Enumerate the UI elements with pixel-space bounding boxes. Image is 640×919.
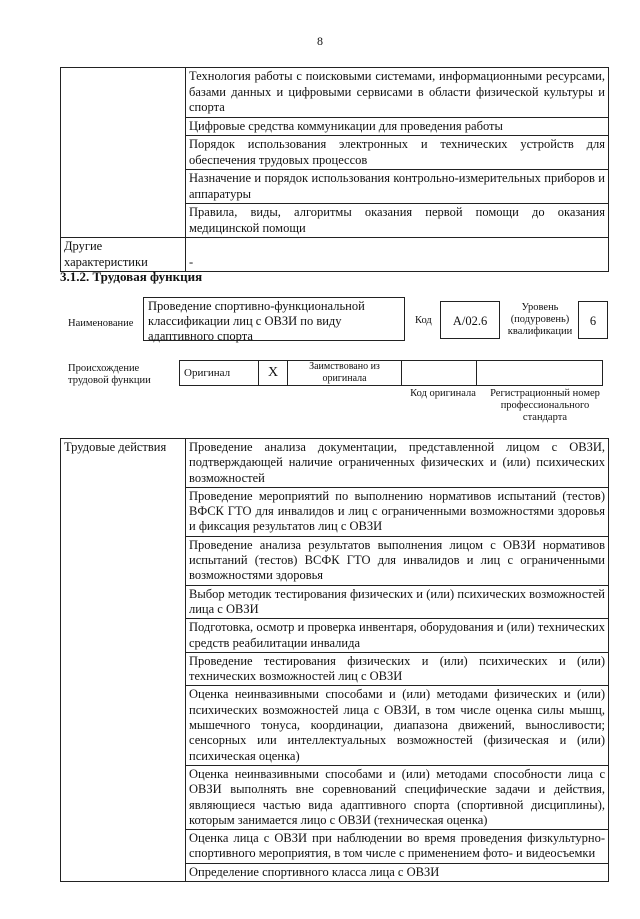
function-header (62, 297, 622, 347)
knowledge-row: Порядок использования электронных и технических устройств для обеспечения трудовых процессов (186, 136, 609, 170)
labor-action-row: Выбор методик тестирования физических и (или) психических возможностей лица с ОВЗИ (186, 585, 609, 619)
labor-action-row: Оценка неинвазивными способами и (или) методами способности лица с ОВЗИ выполнять вне соревнований специфические задачи и действия, являющиеся частью вида адаптивного спорта (спортивной дисциплины), которым занимается лицо с ОВЗИ (техническая оценка) (186, 765, 609, 829)
name-label: Наименование (68, 318, 134, 329)
labor-action-row: Определение спортивного класса лица с ОВЗИ (186, 863, 609, 881)
code-original-label: Код оригинала (410, 388, 476, 399)
reg-number-label: Регистрационный номер профессионального стандарта (490, 388, 600, 423)
level-label: Уровень (подуровень) квалификации (507, 302, 573, 337)
labor-action-row: Проведение анализа результатов выполнения лицом с ОВЗИ нормативов испытаний (тестов) ВСФК ГТО для инвалидов и лиц с ограниченными возможностями здоровья (186, 536, 609, 585)
code-original-cell (402, 361, 477, 386)
knowledge-table (60, 67, 609, 272)
labor-action-row: Оценка лица с ОВЗИ при наблюдении во время проведения физкультурно-спортивного мероприятия, в том числе с применением фото- и видеосъемки (186, 830, 609, 864)
labor-action-row: Проведение анализа документации, представленной лицом с ОВЗИ, подтверждающей наличие ограниченных физических и (или) психических возможностей (186, 439, 609, 488)
page-number: 8 (317, 34, 323, 48)
name-value: Проведение спортивно-функциональной классификации лиц с ОВЗИ по виду адаптивного спорта (143, 297, 405, 341)
other-characteristics-label: Другие характеристики (61, 238, 186, 272)
labor-actions-table (60, 438, 609, 882)
code-label: Код (415, 315, 432, 326)
borrowed-label: Заимствовано из оригинала (288, 361, 402, 386)
other-characteristics-value: - (186, 238, 609, 272)
knowledge-row: Правила, виды, алгоритмы оказания первой помощи до оказания медицинской помощи (186, 204, 609, 238)
knowledge-row: Технология работы с поисковыми системами, информационными ресурсами, базами данных и цифровыми сервисами в области физической культуры и спорта (186, 68, 609, 118)
labor-actions-label: Трудовые действия (61, 439, 186, 882)
knowledge-row: Назначение и порядок использования контрольно-измерительных приборов и аппаратуры (186, 170, 609, 204)
knowledge-label-cell (61, 68, 186, 238)
origin-table (179, 360, 603, 386)
labor-action-row: Проведение мероприятий по выполнению нормативов испытаний (тестов) ВФСК ГТО для инвалидов и лиц с ограниченными возможностями здоровья и фиксация результатов лиц с ОВЗИ (186, 487, 609, 536)
level-value: 6 (578, 301, 608, 339)
labor-action-row: Оценка неинвазивными способами и (или) методами физических и (или) психических возможностей лица с ОВЗИ, в том числе оценка силы мышц, мышечного тонуса, координации, диапазона движений, выносливости; сенсорных или интеллектуальных возможностей (физическая и (или) психическая оценка) (186, 686, 609, 765)
origin-label: Происхождение трудовой функции (68, 363, 151, 386)
original-label: Оригинал (180, 361, 259, 386)
knowledge-row: Цифровые средства коммуникации для проведения работы (186, 117, 609, 136)
labor-action-row: Проведение тестирования физических и (или) психических и (или) технических возможностей лиц с ОВЗИ (186, 652, 609, 686)
original-mark: X (259, 361, 288, 386)
section-title: 3.1.2. Трудовая функция (60, 269, 203, 284)
reg-number-cell (477, 361, 603, 386)
labor-action-row: Подготовка, осмотр и проверка инвентаря, оборудования и (или) технических средств реабилитации инвалида (186, 619, 609, 653)
code-value: A/02.6 (440, 301, 500, 339)
